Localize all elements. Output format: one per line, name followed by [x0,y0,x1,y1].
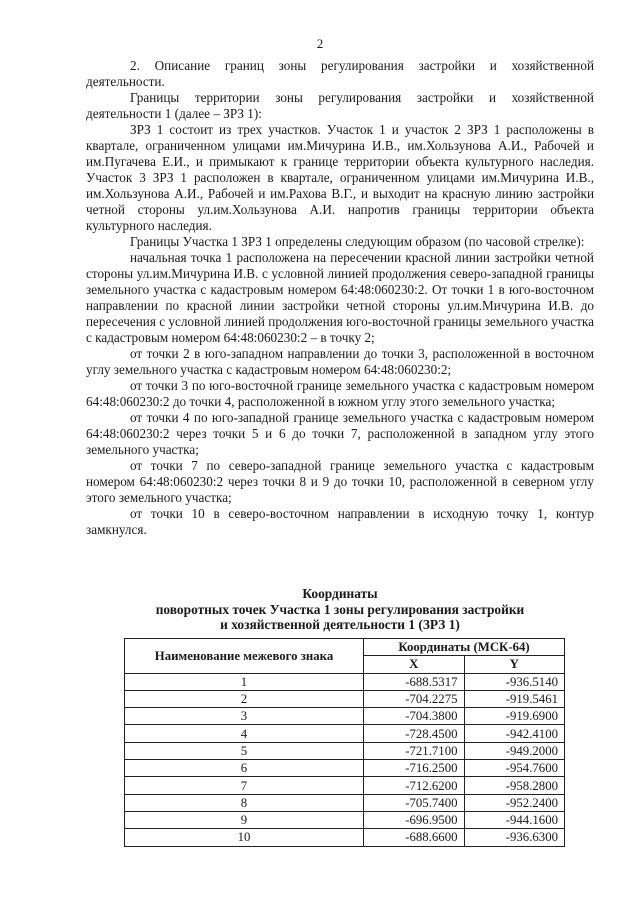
y-coordinate-cell: -944.1600 [464,811,565,828]
table-row [125,811,565,828]
point-number-cell: 8 [125,794,364,811]
point-number-cell: 3 [125,708,364,725]
x-coordinate-cell: -688.6600 [364,829,465,846]
y-coordinate-cell: -958.2800 [464,777,565,794]
y-coordinate-cell: -936.6300 [464,829,565,846]
heading-line: Координаты [302,586,378,601]
table-row [125,673,565,690]
point-number-cell: 9 [125,811,364,828]
column-header-y: Y [464,656,565,673]
y-coordinate-cell: -954.7600 [464,760,565,777]
x-coordinate-cell: -704.2275 [364,690,465,707]
x-coordinate-cell: -705.7400 [364,794,465,811]
paragraph: от точки 10 в северо-восточном направлении в исходную точку 1, контур замкнулся. [86,506,594,537]
paragraph: от точки 4 по юго-западной границе земельного участка с кадастровым номером 64:48:060230:2 через точки 5 и 6 до точки 7, расположенной в западном углу этого земельного участка; [86,410,594,457]
paragraph: от точки 2 в юго-западном направлении до точки 3, расположенной в восточном углу земельного участка с кадастровым номером 64:48:060230:2; [86,346,594,377]
point-number-cell: 7 [125,777,364,794]
paragraph: Границы территории зоны регулирования застройки и хозяйственной деятельности 1 (далее – ЗРЗ 1): [86,90,594,121]
table-row [125,690,565,707]
heading-line: и хозяйственной деятельности 1 (ЗРЗ 1) [220,617,460,632]
table-row [125,708,565,725]
paragraph: от точки 3 по юго-восточной границе земельного участка с кадастровым номером 64:48:060230:2 до точки 4, расположенной в южном углу этого земельного участка; [86,378,594,409]
x-coordinate-cell: -728.4500 [364,725,465,742]
y-coordinate-cell: -942.4100 [464,725,565,742]
paragraph: начальная точка 1 расположена на пересечении красной линии застройки четной стороны ул.им.Мичурина И.В. с условной линией продолжения северо-западной границы земельного участка с кадастровым номером 64:48:060230:2. От точки 1 в юго-восточном направлении по красной линии застройки четной стороны ул.им.Мичурина И.В. до пересечения с условной линией продолжения юго-восточной границы земельного участка с кадастровым номером 64:48:060230:2 – в точку 2; [86,250,594,345]
y-coordinate-cell: -949.2000 [464,742,565,759]
table-row [125,742,565,759]
y-coordinate-cell: -919.6900 [464,708,565,725]
heading-line: поворотных точек Участка 1 зоны регулирования застройки [155,601,525,617]
table-row [125,829,565,846]
page-number: 2 [316,36,324,51]
x-coordinate-cell: -712.6200 [364,777,465,794]
table-heading [86,586,594,633]
table-header-row [125,639,565,656]
x-coordinate-cell: -704.3800 [364,708,465,725]
point-number-cell: 4 [125,725,364,742]
table-row [125,725,565,742]
x-coordinate-cell: -696.9500 [364,811,465,828]
column-header-name: Наименование межевого знака [125,639,364,674]
coordinates-table [124,638,565,847]
paragraph: от точки 7 по северо-западной границе земельного участка с кадастровым номером 64:48:060230:2 через точки 8 и 9 до точки 10, расположенной в северном углу этого земельного участка; [86,458,594,505]
x-coordinate-cell: -688.5317 [364,673,465,690]
y-coordinate-cell: -919.5461 [464,690,565,707]
y-coordinate-cell: -936.5140 [464,673,565,690]
paragraph: Границы Участка 1 ЗРЗ 1 определены следующим образом (по часовой стрелке): [130,234,585,249]
paragraph: ЗРЗ 1 состоит из трех участков. Участок 1 и участок 2 ЗРЗ 1 расположены в квартале, ограниченном улицами им.Мичурина И.В., им.Хользунова А.И., Рабочей и им.Пугачева Е.И., и примыкают к границе территории объекта культурного наследия. Участок 3 ЗРЗ 1 расположен в квартале, ограниченном улицами им.Мичурина И.В., им.Хользунова А.И., Рабочей и им.Рахова В.Г., и выходит на красную линию застройки четной стороны ул.им.Хользунова А.И. напротив границы территории объекта культурного наследия. [86,122,594,233]
point-number-cell: 5 [125,742,364,759]
coordinates-table-wrapper [124,638,565,847]
column-header-x: X [364,656,465,673]
section-title-paragraph: 2. Описание границ зоны регулирования застройки и хозяйственной деятельности. [86,58,594,89]
x-coordinate-cell: -716.2500 [364,760,465,777]
table-row [125,794,565,811]
column-header-coords: Координаты (МСК-64) [364,639,565,656]
point-number-cell: 6 [125,760,364,777]
table-row [125,777,565,794]
point-number-cell: 2 [125,690,364,707]
x-coordinate-cell: -721.7100 [364,742,465,759]
point-number-cell: 10 [125,829,364,846]
table-row [125,760,565,777]
y-coordinate-cell: -952.2400 [464,794,565,811]
document-body [86,58,594,538]
point-number-cell: 1 [125,673,364,690]
